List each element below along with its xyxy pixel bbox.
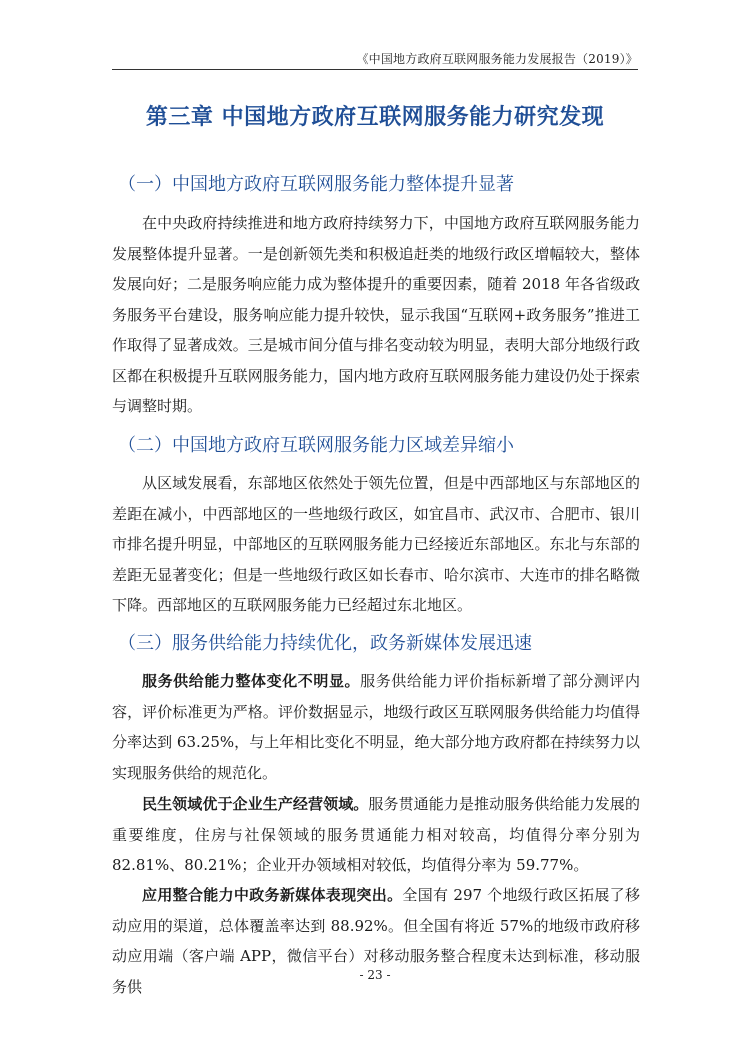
section-1-paragraph-1	[112, 208, 640, 422]
paragraph-text: 全国有 297 个地级行政区拓展了移动应用的渠道，总体覆盖率达到 88.92%。但全国有将近 57%的地级市政府移动应用端（客户端 APP，微信平台）对移动服务整合程度未达到标准，移动服务供	[112, 886, 640, 996]
section-3-paragraph-1	[112, 666, 640, 788]
paragraph-text: 从区域发展看，东部地区依然处于领先位置，但是中西部地区与东部地区的差距在减小，中西部地区的一些地级行政区，如宜昌市、武汉市、合肥市、银川市排名提升明显，中部地区的互联网服务能力已经接近东部地区。东北与东部的差距无显著变化；但是一些地级行政区如长春市、哈尔滨市、大连市的排名略微下降。西部地区的互联网服务能力已经超过东北地区。	[112, 474, 640, 614]
header-rule	[112, 69, 638, 70]
paragraph-text: 服务供给能力评价指标新增了部分测评内容，评价标准更为严格。评价数据显示，地级行政区互联网服务供给能力均值得分率达到 63.25%，与上年相比变化不明显，绝大部分地方政府都在持续努力以实现服务供给的规范化。	[112, 672, 640, 782]
paragraph-text: 在中央政府持续推进和地方政府持续努力下，中国地方政府互联网服务能力发展整体提升显著。一是创新领先类和积极追赶类的地级行政区增幅较大，整体发展向好；二是服务响应能力成为整体提升的重要因素，随着 2018 年各省级政务服务平台建设，服务响应能力提升较快，显示我国“互联网+政务服务”推进工作取得了显著成效。三是城市间分值与排名变动较为明显，表明大部分地级行政区都在积极提升互联网服务能力，国内地方政府互联网服务能力建设仍处于探索与调整时期。	[112, 214, 640, 415]
page-number: - 23 -	[359, 968, 391, 982]
section-3-paragraph-3	[112, 880, 640, 1002]
paragraph-lead: 民生领域优于企业生产经营领域。	[142, 795, 369, 813]
paragraph-lead: 服务供给能力整体变化不明显。	[142, 672, 361, 690]
running-header: 《中国地方政府互联网服务能力发展报告（2019）》	[356, 52, 638, 66]
section-heading-1: （一）中国地方政府互联网服务能力整体提升显著	[118, 174, 514, 195]
section-heading-3: （三）服务供给能力持续优化，政务新媒体发展迅速	[118, 633, 532, 654]
section-2-paragraph-1	[112, 468, 640, 621]
section-heading-2: （二）中国地方政府互联网服务能力区域差异缩小	[118, 435, 514, 456]
paragraph-lead: 应用整合能力中政务新媒体表现突出。	[142, 886, 403, 904]
paragraph-text: 服务贯通能力是推动服务供给能力发展的重要维度，住房与社保领域的服务贯通能力相对较高，均值得分率分别为 82.81%、80.21%；企业开办领域相对较低，均值得分率为 59.77%。	[112, 795, 640, 874]
section-3-paragraph-2	[112, 789, 640, 881]
chapter-title: 第三章 中国地方政府互联网服务能力研究发现	[145, 104, 605, 130]
